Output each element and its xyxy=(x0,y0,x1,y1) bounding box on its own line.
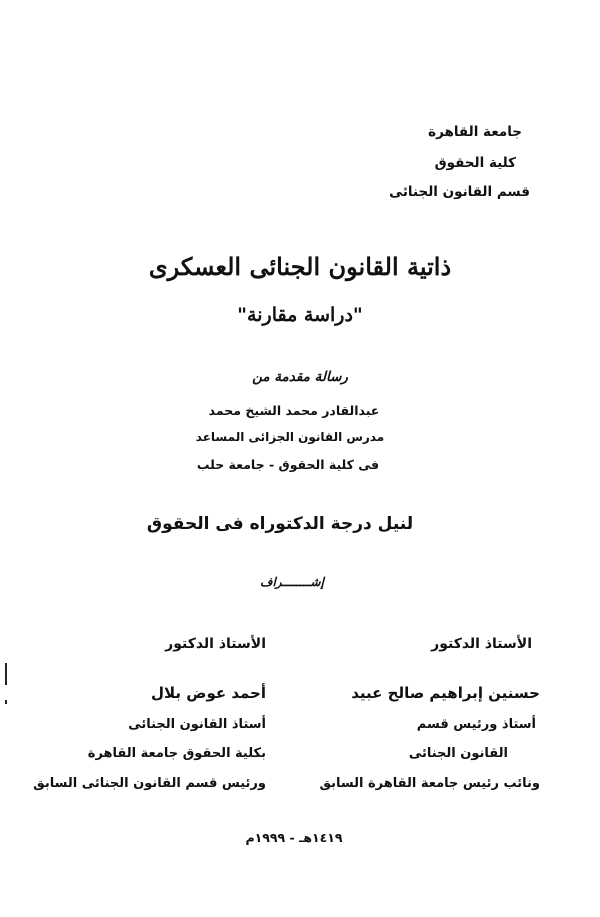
author-role: مدرس القانون الجزائى المساعد xyxy=(195,430,385,444)
supervision-label: إشــــــــراف xyxy=(260,575,324,589)
supervisor-1-rank: الأستاذ الدكتور xyxy=(431,636,532,652)
scan-mark xyxy=(5,663,7,685)
supervisor-1-line1: أستاذ ورئيس قسم xyxy=(416,717,536,732)
supervisor-2-line2: بكلية الحقوق جامعة القاهرة xyxy=(87,746,266,761)
degree-statement: لنيل درجة الدكتوراه فى الحقوق xyxy=(146,514,414,534)
submission-intro: رسالة مقدمة من xyxy=(252,369,348,385)
supervisor-1-line3: ونائب رئيس جامعة القاهرة السابق xyxy=(319,776,540,791)
department-name: قسم القانون الجنائى xyxy=(389,184,530,200)
supervisor-2-name: أحمد عوض بلال xyxy=(151,684,266,702)
author-name: عبدالقادر محمد الشيخ محمد xyxy=(208,403,380,418)
author-affiliation: فى كلية الحقوق - جامعة حلب xyxy=(196,457,380,472)
supervisor-2-rank: الأستاذ الدكتور xyxy=(165,636,266,652)
supervisor-2-line3: ورئيس قسم القانون الجنائى السابق xyxy=(33,776,266,791)
supervisor-2-line1: أستاذ القانون الجنائى xyxy=(128,717,266,732)
supervisor-1-name: حسنين إبراهيم صالح عبيد xyxy=(351,684,540,702)
scan-mark xyxy=(5,700,7,704)
date-line: ١٤١٩هـ - ١٩٩٩م xyxy=(245,830,343,845)
faculty-name: كلية الحقوق xyxy=(434,155,516,171)
thesis-title: ذاتية القانون الجنائى العسكرى xyxy=(148,252,452,281)
university-name: جامعة القاهرة xyxy=(428,124,522,140)
thesis-subtitle: "دراسة مقارنة" xyxy=(237,304,363,326)
supervisor-1-line2: القانون الجنائى xyxy=(408,746,508,761)
